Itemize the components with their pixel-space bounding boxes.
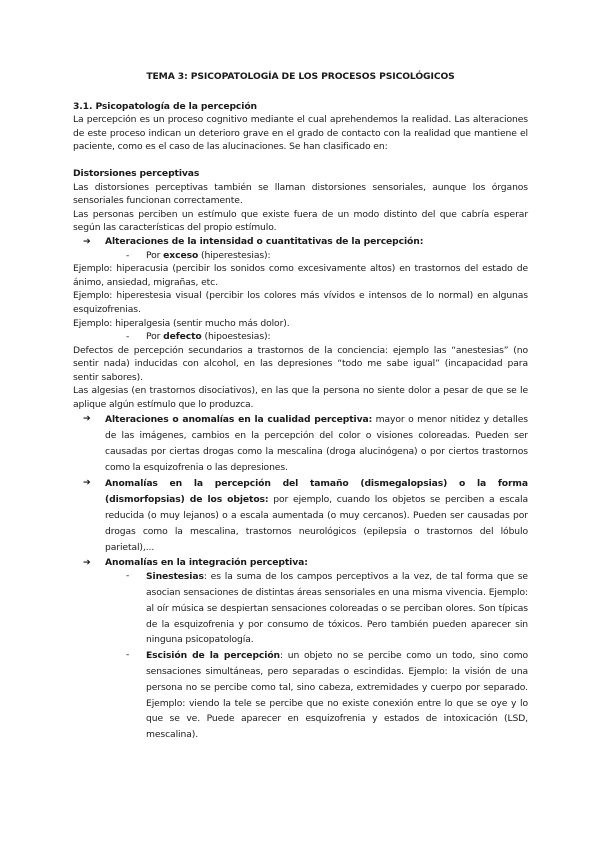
document-title: TEMA 3: PSICOPATOLOGÍA DE LOS PROCESOS PSICOLÓGICOS: [146, 71, 455, 82]
split-perception-item: [73, 648, 528, 743]
section-heading: 3.1. Psicopatología de la percepción: [73, 100, 257, 112]
arrow-icon: ➔: [83, 235, 91, 247]
distortions-heading: Distorsiones perceptivas: [73, 167, 200, 179]
exceso-item: [73, 249, 528, 263]
dash-bullet: -: [126, 249, 130, 261]
defecto-paragraph-1: Defectos de percepción secundarios a trastornos de la conciencia: ejemplo las “anestesias” (no sentir nada) inducidas con alcohol, en las depresiones “todo me sabe igual” (incapacidad para sentir sabores).: [73, 344, 528, 383]
intensity-heading: Alteraciones de la intensidad o cuantitativas de la percepción:: [105, 235, 424, 247]
section-intro: La percepción es un proceso cognitivo mediante el cual aprehendemos la realidad. Las alteraciones de este proceso indican un deterioro grave en el grado de contacto con la realidad que mantiene el paciente, como es el caso de las alucinaciones. Se han clasificado en:: [73, 114, 528, 153]
arrow-icon: ➔: [83, 476, 91, 488]
distortions-paragraph-1: Las distorsiones perceptivas también se llaman distorsiones sensoriales, aunque los órganos sensoriales funcionan correctamente.: [73, 181, 528, 207]
integration-heading: Anomalías en la integración perceptiva:: [105, 556, 308, 568]
synesthesia-text: Sinestesias: es la suma de los campos perceptivos a la vez, de tal forma que se asocian sensaciones de distintas áreas sensoriales en una misma vivencia. Ejemplo: al oír música se despiertan sensaciones coloreadas o se perciban olores. Son típicas de la esquizofrenia y por consumo de tóxicos. Pero también pueden aparecer sin ninguna psicopatología.: [146, 571, 528, 646]
defecto-label: Por defecto (hipoestesias):: [146, 331, 271, 343]
example-hiperacusia: Ejemplo: hiperacusia (percibir los sonidos como excesivamente altos) en trastornos del estado de ánimo, ansiedad, migrañas, etc.: [73, 263, 528, 288]
exceso-label: Por exceso (hiperestesias):: [146, 249, 271, 261]
dash-bullet: -: [126, 570, 130, 582]
example-hiperestesia: Ejemplo: hiperestesia visual (percibir los colores más vívidos e intensos de lo normal) en algunas esquizofrenias.: [73, 290, 528, 315]
spacer: [73, 154, 528, 167]
size-bullet: [73, 476, 528, 556]
distortions-paragraph-2: Las personas perciben un estímulo que existe fuera de un modo distinto del que cabría esperar según las características del propio estímulo.: [73, 208, 528, 234]
arrow-icon: ➔: [83, 556, 91, 568]
dash-bullet: -: [126, 649, 130, 661]
size-text: Anomalías en la percepción del tamaño (dismegalopsias) o la forma (dismorfopsias) de los objetos: por ejemplo, cuando los objetos se perciben a escala reducida (o muy lejanos) o a escala aumentada (o muy cercanos). Pueden ser causadas por drogas como la mescalina, trastornos neurológicos (epilepsia o trastornos del lóbulo parietal),...: [105, 477, 529, 553]
example-hiperalgesia: Ejemplo: hiperalgesia (sentir mucho más dolor).: [73, 317, 290, 329]
intensity-bullet: [73, 235, 528, 249]
defecto-paragraph-2: Las algesias (en trastornos disociativos), en las que la persona no siente dolor a pesar de que se le aplique algún estímulo que lo produzca.: [73, 385, 528, 411]
quality-bullet: [73, 412, 528, 476]
arrow-icon: ➔: [83, 412, 91, 424]
synesthesia-item: [73, 569, 528, 648]
integration-bullet: [73, 556, 528, 570]
split-perception-text: Escisión de la percepción: un objeto no se percibe como un todo, sino como sensaciones simultáneas, pero separadas o escindidas. Ejemplo: la visión de una persona no se percibe como tal, sino cabeza, extremidades y cuerpo por separado. Ejemplo: viendo la tele se percibe que no existe conexión entre lo que se oye y lo que se ve. Puede aparecer en esquizofrenia y estados de intoxicación (LSD, mescalina).: [146, 650, 528, 741]
dash-bullet: -: [126, 331, 130, 343]
quality-text: Alteraciones o anomalías en la cualidad perceptiva: mayor o menor nitidez y detalles de las imágenes, cambios en la percepción del color o visiones coloreadas. Pueden ser causadas por ciertas drogas como la mescalina (droga alucinógena) o por ciertos trastornos como la esquizofrenia o las depresiones.: [105, 413, 528, 473]
defecto-item: [73, 330, 528, 344]
